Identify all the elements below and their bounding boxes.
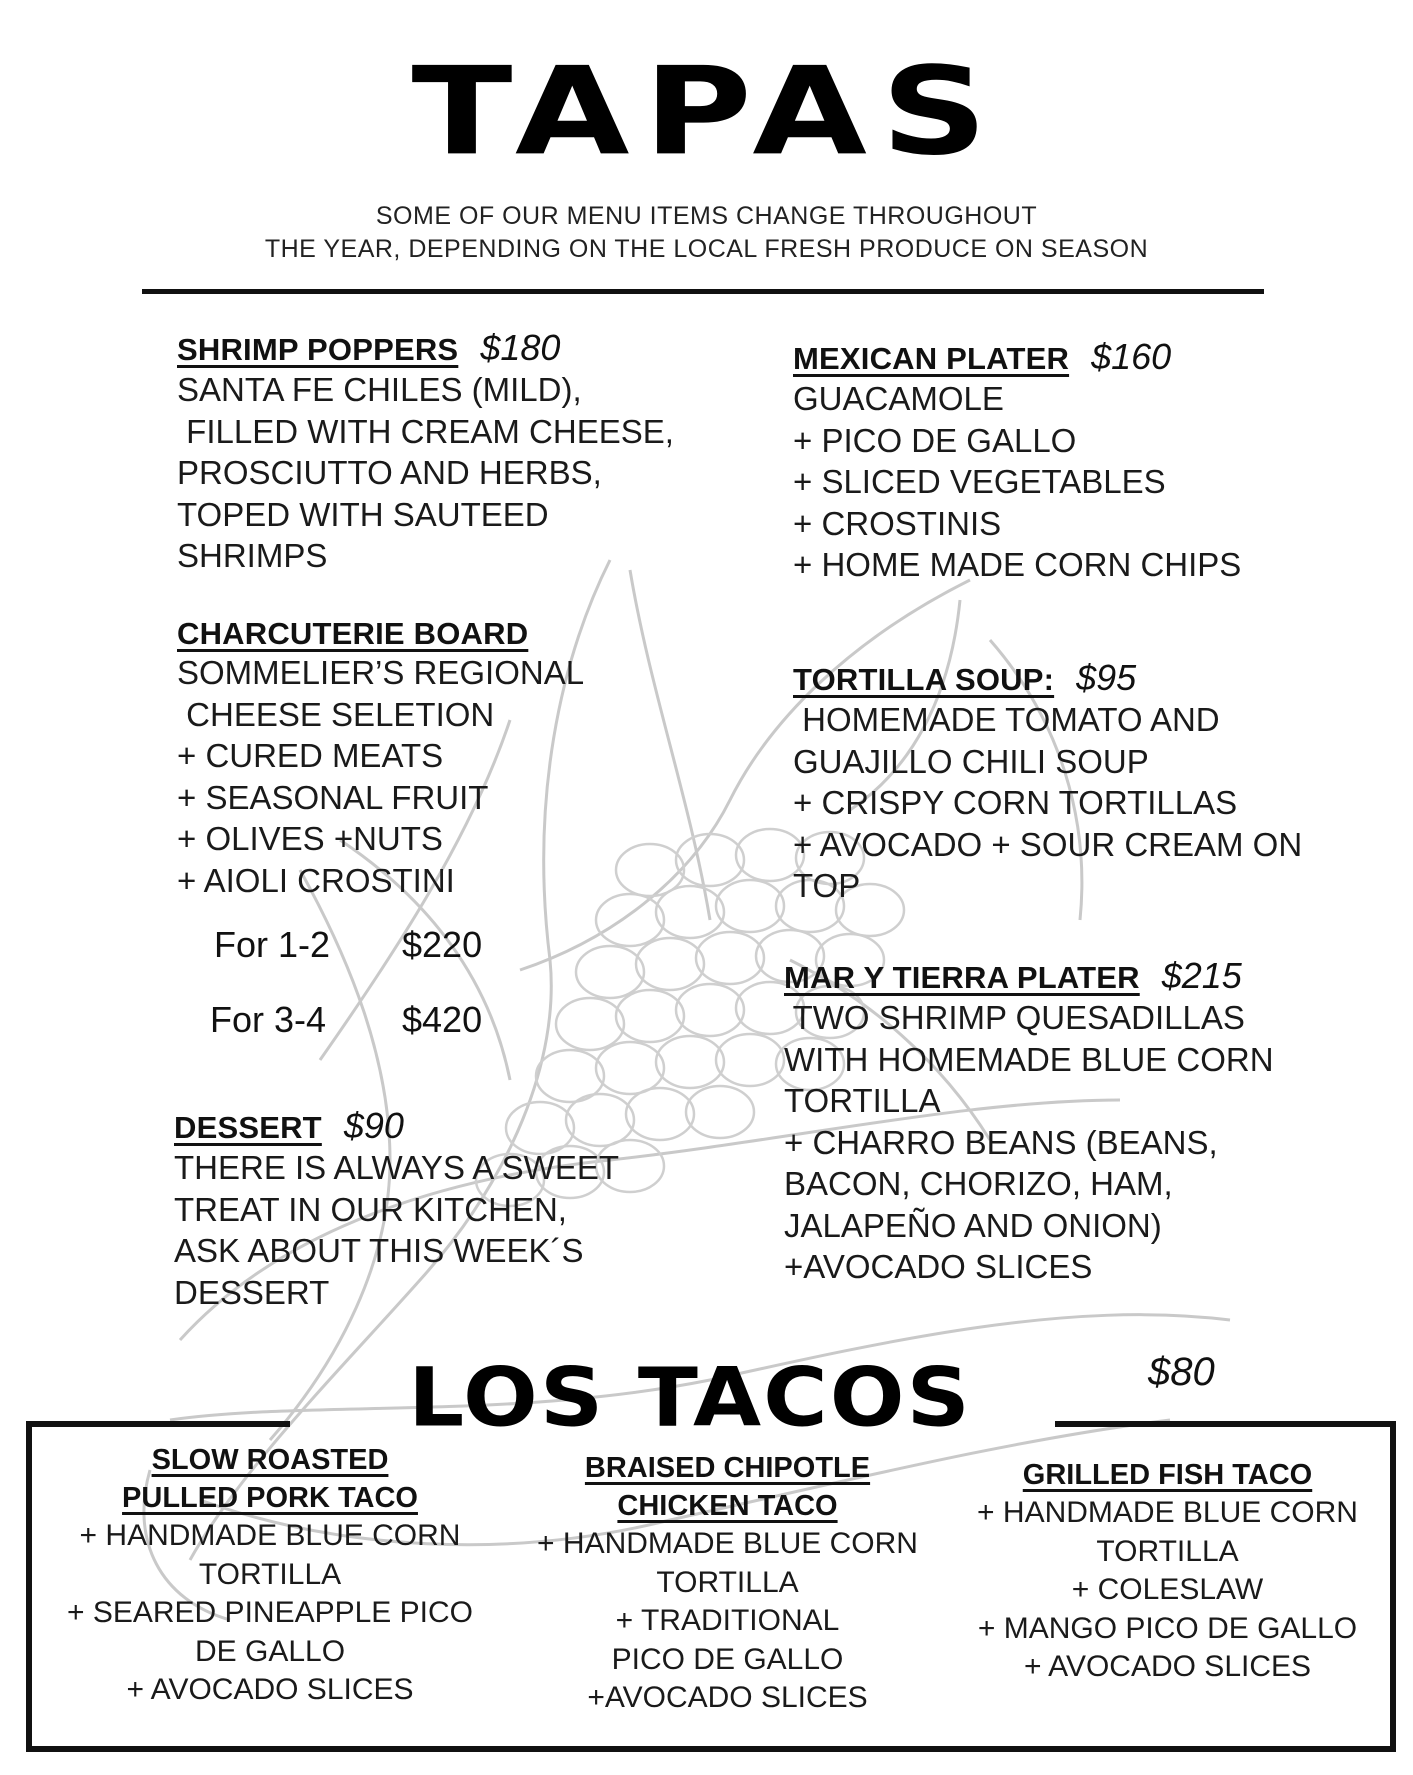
taco-item bbox=[950, 1456, 1385, 1687]
tier-label: For 1-2 bbox=[214, 924, 331, 965]
menu-item-tortilla-soup bbox=[793, 657, 1302, 907]
menu-item-mar-y-tierra bbox=[784, 955, 1274, 1288]
tier-label: For 3-4 bbox=[210, 999, 327, 1040]
tacos-price: $80 bbox=[1148, 1350, 1215, 1394]
item-description: HOMEMADE TOMATO AND GUAJILLO CHILI SOUP + CRISPY CORN TORTILLAS + AVOCADO + SOUR CREAM ON TOP bbox=[793, 701, 1303, 904]
header-divider bbox=[142, 289, 1264, 294]
item-name: DESSERT bbox=[174, 1110, 322, 1145]
price-tier bbox=[210, 999, 482, 1041]
taco-description: + HANDMADE BLUE CORN TORTILLA + SEARED PINEAPPLE PICO DE GALLO + AVOCADO SLICES bbox=[67, 1519, 473, 1706]
item-name: SHRIMP POPPERS bbox=[177, 332, 459, 367]
price-tier bbox=[214, 924, 482, 966]
tacos-box-top-right bbox=[1055, 1421, 1390, 1427]
item-price: $160 bbox=[1091, 336, 1172, 377]
subtitle-line-1: SOME OF OUR MENU ITEMS CHANGE THROUGHOUT bbox=[375, 202, 1038, 230]
item-description: TWO SHRIMP QUESADILLAS WITH HOMEMADE BLUE CORN TORTILLA + CHARRO BEANS (BEANS, BACON, CHORIZO, HAM, JALAPEÑO AND ONION) +AVOCADO SLICES bbox=[784, 999, 1274, 1285]
menu-item-charcuterie-board bbox=[177, 616, 584, 901]
page-title: TAPAS bbox=[411, 40, 1002, 183]
item-price: $90 bbox=[343, 1105, 404, 1146]
item-name: TORTILLA SOUP: bbox=[793, 662, 1055, 697]
taco-description: + HANDMADE BLUE CORN TORTILLA + COLESLAW + MANGO PICO DE GALLO + AVOCADO SLICES bbox=[977, 1496, 1358, 1683]
item-description: SANTA FE CHILES (MILD), FILLED WITH CREAM CHEESE, PROSCIUTTO AND HERBS, TOPED WITH SAUTEED SHRIMPS bbox=[177, 371, 674, 574]
item-description: GUACAMOLE + PICO DE GALLO + SLICED VEGETABLES + CROSTINIS + HOME MADE CORN CHIPS bbox=[793, 380, 1242, 583]
item-price: $215 bbox=[1161, 955, 1242, 996]
subtitle-line-2: THE YEAR, DEPENDING ON THE LOCAL FRESH PRODUCE ON SEASON bbox=[264, 235, 1149, 263]
item-description: THERE IS ALWAYS A SWEET TREAT IN OUR KITCHEN, ASK ABOUT THIS WEEK´S DESSERT bbox=[174, 1149, 620, 1311]
item-price: $180 bbox=[480, 327, 561, 368]
taco-item bbox=[510, 1449, 945, 1718]
item-description: SOMMELIER’S REGIONAL CHEESE SELETION + CURED MEATS + SEASONAL FRUIT + OLIVES +NUTS + AIOLI CROSTINI bbox=[177, 654, 585, 899]
tacos-box-top-left bbox=[26, 1421, 290, 1427]
item-name: MEXICAN PLATER bbox=[793, 341, 1070, 376]
tacos-title: LOS TACOS bbox=[408, 1350, 972, 1445]
item-price: $95 bbox=[1076, 657, 1137, 698]
taco-name: SLOW ROASTED PULLED PORK TACO bbox=[122, 1444, 418, 1514]
menu-item-mexican-plater bbox=[793, 336, 1241, 586]
item-name: CHARCUTERIE BOARD bbox=[177, 616, 529, 651]
tier-price: $220 bbox=[402, 924, 483, 965]
taco-name: BRAISED CHIPOTLE CHICKEN TACO bbox=[584, 1452, 871, 1522]
tier-price: $420 bbox=[402, 999, 483, 1040]
page-subtitle bbox=[0, 200, 1413, 266]
taco-item bbox=[50, 1441, 490, 1710]
menu-item-shrimp-poppers bbox=[177, 327, 674, 577]
menu-item-dessert bbox=[174, 1105, 619, 1313]
taco-name: GRILLED FISH TACO bbox=[1022, 1459, 1313, 1491]
taco-description: + HANDMADE BLUE CORN TORTILLA + TRADITIONAL PICO DE GALLO +AVOCADO SLICES bbox=[537, 1527, 918, 1714]
item-name: MAR Y TIERRA PLATER bbox=[784, 960, 1140, 995]
